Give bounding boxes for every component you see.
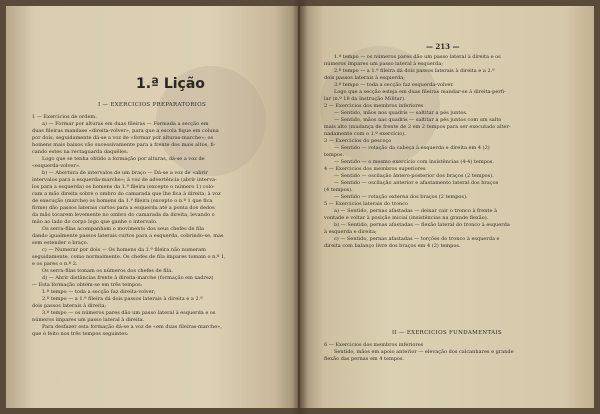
page-number: — 213 — — [426, 42, 460, 51]
text-line: que é feito nos três tempos seguintes: — [32, 331, 129, 337]
text-line: — Sentido — rotação da cabeça à esquerda e direita em 4 (2) — [334, 145, 490, 151]
right-text-block — [324, 54, 511, 250]
text-line: 2.º tempo — a 1.ª fileira dá dois passos laterais à direita e a 2.ª — [334, 68, 495, 74]
text-line: à esquerda e direita; — [324, 229, 377, 235]
text-line: — Esta formação obtém-se em três tempos: — [32, 282, 143, 288]
section-heading: I — EXERCICIOS PREPARATORIOS — [97, 102, 207, 108]
text-line: 3.º tempo — toda a secção faz esquerda-volver. — [334, 82, 454, 88]
text-line: duas fileiras mandase «direita-volver», para que a escola fique em coluna — [32, 128, 219, 134]
text-line: a) — Sentido, pernas afastadas — deixar cair o tronco à frente à — [334, 208, 497, 214]
text-line: (4 tempos). — [324, 187, 353, 193]
text-line: mão ao lado do corpo logo que ganhe o intervalo. — [32, 219, 158, 225]
text-line: 2.º tempo — a 1.ª fileira dá dois passos laterais à direita e a 2.ª — [42, 296, 203, 302]
text-line: «esquerda-volver». — [32, 163, 81, 169]
text-line: números ímpares um passo lateral à esquerda; — [324, 61, 444, 67]
text-line: Os serra-filas tomam os números dos chefes de fila. — [42, 268, 173, 274]
text-line: Logo que se tenha obtido a formação por alturas, dá-se a voz de — [42, 156, 205, 162]
text-line: b) — Abertura de intervalos de um braço — Dá-se a voz de «abrir — [42, 170, 208, 176]
text-line: cando estes na rectaguarda daquêles. — [32, 149, 129, 155]
text-line: — Sentido — oscilação anterior e afastamento lateral dos braços — [334, 180, 499, 186]
text-line: intervalos para a esquerda-marche»; à voz de advertência (abrir interva- — [32, 177, 217, 183]
text-line: por dois; seguidamente dá-se a voz de «formar por alturas-marche»; os — [32, 135, 214, 141]
text-line: 1.º tempo — toda a secção faz direita-volver; — [42, 289, 156, 295]
text-line: — Sentido — rotação externa dos braços (2 tempos). — [334, 194, 468, 200]
text-line: b) — Sentido, pernas afastadas — flexão lateral do tronco à esquerda — [334, 222, 510, 228]
text-line: 4 — Exercicios dos membros superiores — [324, 166, 426, 172]
text-line: 3.º tempo — os números pares dão um passo lateral à esquerda e os — [42, 310, 216, 316]
text-line: homens mais baixos vão sucessivamente para a frente dos mais altos, fi- — [32, 142, 216, 148]
text-line: e os pares o n.º 2. — [32, 261, 78, 267]
text-line: — Sentido, mãos nos quadris — saltitar a pés juntos. — [334, 110, 468, 116]
text-line: 1.º tempo — os números pares dão um passo lateral à direita e os — [334, 54, 501, 60]
text-line: seguidamente, como normalmente. Os chefes de fila ímpares tomam o n.º 1, — [32, 254, 226, 260]
text-line: dois passos laterais à direita; — [32, 303, 107, 309]
text-line: 1 — Exercicios de ordem. — [32, 114, 97, 120]
text-line: — Sentido — o mesmo exercício com insistências (4-4) tempos. — [334, 159, 494, 165]
text-line: dois passos laterais à esquerda; — [324, 75, 405, 81]
text-line: 2 — Exercicios dos membros inferiores — [324, 103, 424, 109]
text-line: Para desfazer esta formação dá-se a voz de «em duas fileiras-marche», — [42, 324, 222, 330]
text-line: d) — Abrir distâncias frente à direita-marche (formação em xadrez) — [42, 275, 214, 281]
text-line: tempos. — [324, 152, 345, 158]
text-line: cam a mão direita sobre o ombro do camarada que lhe fica à direita; à voz — [32, 191, 221, 197]
text-line: números ímpares um passo lateral à direita. — [32, 317, 145, 323]
text-line: 6 — Exercicios dos membros inferiores — [324, 342, 424, 348]
left-text-block — [32, 114, 226, 338]
text-line: vontade e voltar à posição inicial (insistências na grande flexão). — [324, 215, 489, 221]
text-line: Os serra-filas acompanham o movimento dos seus chefes de fila — [42, 226, 204, 232]
text-line: 5 — Exercicios laterais do tronco — [324, 201, 409, 207]
text-line: — Sentido, mãos nas quadris — saltitar a pés juntos com um salto — [334, 117, 502, 123]
text-line: lar (n.º 18 da Instrução Militar). — [324, 96, 406, 102]
text-line: flexão das pernas em 4 tempos. — [324, 356, 405, 362]
text-line: dando igualmente passos laterais curtos para a esquerda, cobrindo-se, mas — [32, 233, 224, 239]
section-heading-2: II — EXERCICIOS FUNDAMENTAIS — [392, 330, 502, 336]
text-line: da mão tocarem levemente no ombro do camarada da direita, levando o — [32, 212, 215, 218]
text-line: a) — Formar por alturas em duas fileiras — Formada a secção em — [42, 121, 209, 127]
text-line: sem estender o braço. — [32, 240, 89, 246]
text-line: Logo que a secção esteja em duas fileiras mandar-se à direita-perfi- — [334, 89, 506, 95]
text-line: mais alto (mudança de frente de 2 em 2 tempos para ser executado alter- — [324, 124, 511, 130]
text-line: 3 — Exercicios do pescoço — [324, 138, 392, 144]
right-text-block-2 — [324, 342, 514, 363]
text-line: c) — Sentido, pernas afastadas — torções do tronco à esquerda e — [334, 236, 500, 242]
text-line: c) — Numerar por dois — Os homens da 1.ª fileira não numeram — [42, 247, 206, 253]
text-line: firme) dão passos laterais curtos para a esquerda até a ponta dos dedos — [32, 205, 215, 211]
right-page — [300, 6, 594, 408]
text-line: los para a esquerda) os homens da 1.ª fileira (excepto o número 1) colo- — [32, 184, 215, 190]
left-page — [6, 6, 298, 408]
text-line: de execução (marche) os homens da 1.ª fileira (excepto o n.º 1 que fica — [32, 198, 213, 204]
text-line: nadamente com o 1.º exercício). — [324, 131, 406, 137]
text-line: — Sentido — oscilação ântero-posterior dos braços (2 tempos). — [334, 173, 494, 179]
lesson-title: 1.ª Lição — [136, 76, 205, 92]
text-line: direita com balanço livre dos braços em 4 (2) tempos. — [324, 243, 461, 249]
book-gutter — [292, 0, 308, 414]
text-line: Sentido, mãos em apoio anterior — elevação dos calcanhares e grande — [334, 349, 514, 355]
